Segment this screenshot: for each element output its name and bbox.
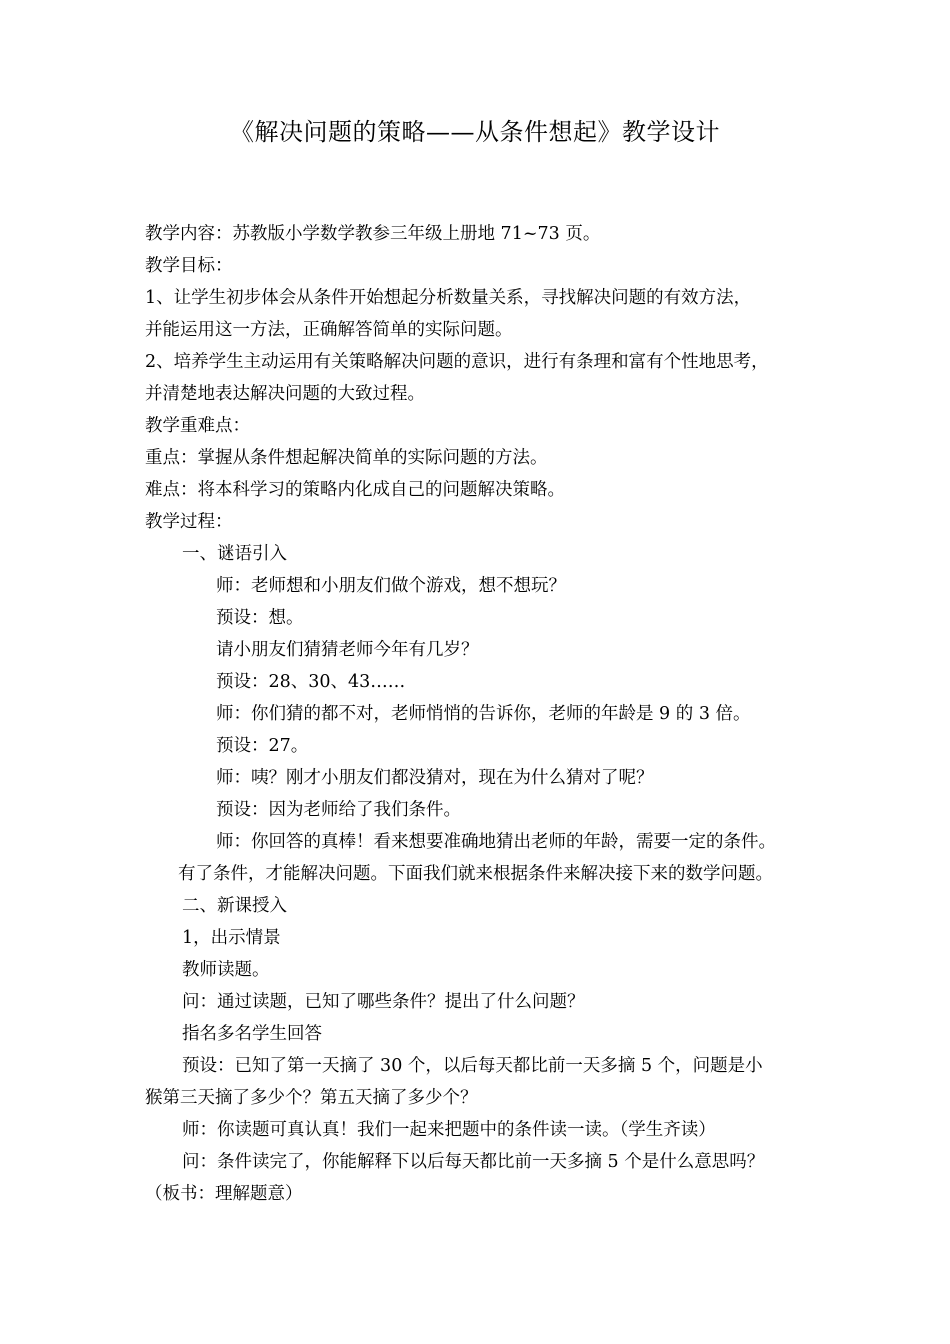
text-line: 有了条件，才能解决问题。下面我们就来根据条件来解决接下来的数学问题。 bbox=[178, 864, 773, 884]
text-line: 猴第三天摘了多少个？第五天摘了多少个？ bbox=[145, 1088, 478, 1108]
section-heading: 教学过程： bbox=[145, 512, 233, 532]
text-line: 请小朋友们猜猜老师今年有几岁？ bbox=[216, 640, 479, 660]
section-heading: 教学重难点： bbox=[145, 416, 250, 436]
text-line: 师：你们猜的都不对，老师悄悄的告诉你，老师的年龄是 9 的 3 倍。 bbox=[216, 704, 751, 724]
text-line: 问：通过读题，已知了哪些条件？提出了什么问题？ bbox=[182, 992, 585, 1012]
text-line: 并能运用这一方法，正确解答简单的实际问题。 bbox=[145, 320, 513, 340]
text-line: 指名多名学生回答 bbox=[182, 1024, 322, 1044]
text-line: 2、培养学生主动运用有关策略解决问题的意识，进行有条理和富有个性地思考， bbox=[145, 352, 769, 372]
text-line: 问：条件读完了，你能解释下以后每天都比前一天多摘 5 个是什么意思吗？ bbox=[182, 1152, 765, 1172]
text-line: 师：老师想和小朋友们做个游戏，想不想玩？ bbox=[216, 576, 566, 596]
text-line: 预设：27。 bbox=[216, 736, 309, 756]
text-line: 师：你回答的真棒！看来想要准确地猜出老师的年龄，需要一定的条件。 bbox=[216, 832, 776, 852]
text-line: 重点：掌握从条件想起解决简单的实际问题的方法。 bbox=[145, 448, 548, 468]
text-line: 并清楚地表达解决问题的大致过程。 bbox=[145, 384, 425, 404]
text-line: 预设：已知了第一天摘了 30 个，以后每天都比前一天多摘 5 个，问题是小 bbox=[182, 1056, 763, 1076]
text-line: 教学内容：苏教版小学数学教参三年级上册地 71~73 页。 bbox=[145, 224, 601, 244]
text-line: 难点：将本科学习的策略内化成自己的问题解决策略。 bbox=[145, 480, 565, 500]
text-line: 预设：因为老师给了我们条件。 bbox=[216, 800, 461, 820]
subsection-heading: 二、新课授入 bbox=[182, 896, 287, 916]
text-line: 1、让学生初步体会从条件开始想起分析数量关系，寻找解决问题的有效方法， bbox=[145, 288, 752, 308]
text-line: 预设：28、30、43…… bbox=[216, 672, 406, 692]
text-line: （板书：理解题意） bbox=[145, 1184, 303, 1204]
text-line: 预设：想。 bbox=[216, 608, 304, 628]
text-line: 教学目标： bbox=[145, 256, 233, 276]
text-line: 师：咦？刚才小朋友们都没猜对，现在为什么猜对了呢？ bbox=[216, 768, 654, 788]
document-title: 《解决问题的策略——从条件想起》教学设计 bbox=[230, 118, 720, 146]
text-line: 1，出示情景 bbox=[182, 928, 281, 948]
text-line: 师：你读题可真认真！我们一起来把题中的条件读一读。（学生齐读） bbox=[182, 1120, 716, 1140]
text-line: 教师读题。 bbox=[182, 960, 270, 980]
subsection-heading: 一、谜语引入 bbox=[182, 544, 287, 564]
